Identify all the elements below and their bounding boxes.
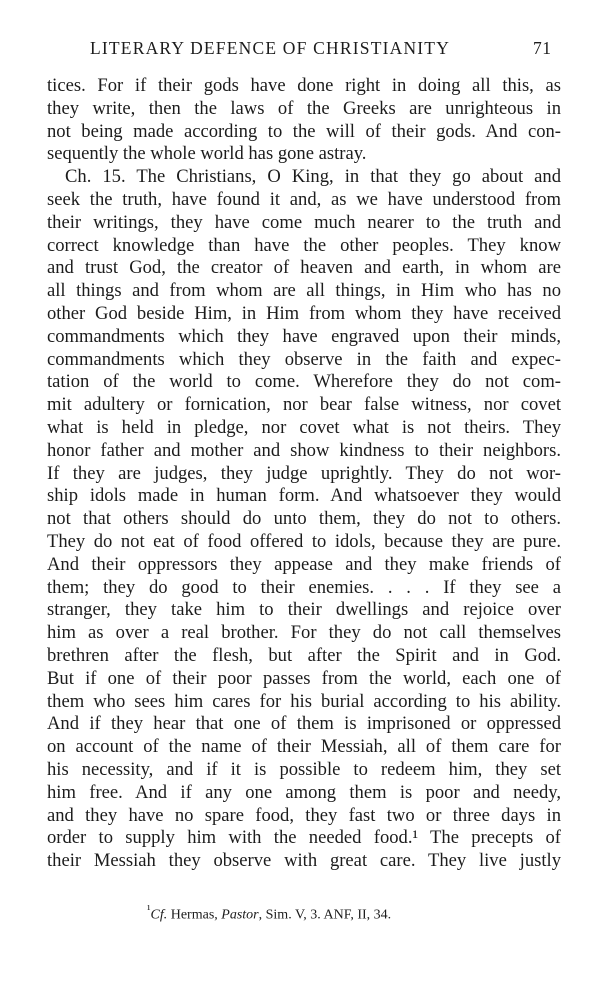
text-line: his necessity, and if it is possible to redeem him, they set [47, 758, 561, 780]
footnote-author: Hermas, [167, 907, 222, 923]
text-line: If they are judges, they judge uprightly. They do not wor- [47, 462, 561, 484]
footnote-marker: ¹ [147, 903, 151, 916]
footnote [147, 903, 391, 924]
chapter-15-start: Ch. 15. The Christians, O King, in that they go about and [65, 166, 561, 188]
body-text [47, 75, 561, 873]
text-line: other God beside Him, in Him from whom they have received [47, 302, 561, 324]
text-line: honor father and mother and show kindness to their neighbors. [47, 439, 561, 461]
text-line: seek the truth, have found it and, as we have understood from [47, 188, 561, 210]
text-line: him free. And if any one among them is poor and needy, [47, 781, 561, 803]
text-line: mit adultery or fornication, nor bear false witness, nor covet [47, 394, 561, 416]
text-line: him as over a real brother. For they do not call themselves [47, 622, 561, 644]
text-line: stranger, they take him to their dwellings and rejoice over [47, 599, 561, 621]
text-line: them who sees him cares for his burial according to his ability. [47, 690, 561, 712]
text-line: But if one of their poor passes from the world, each one of [47, 667, 561, 689]
text-line: order to supply him with the needed food.¹ The precepts of [47, 827, 561, 849]
footnote-work: Pastor [221, 907, 259, 923]
text-line: not being made according to the will of their gods. And con- [47, 120, 561, 142]
text-line: they write, then the laws of the Greeks are unrighteous in [47, 97, 561, 119]
footnote-cf: Cf. [150, 907, 168, 923]
running-head: LITERARY DEFENCE OF CHRISTIANITY [90, 38, 451, 58]
text-line: their writings, they have come much nearer to the truth and [47, 211, 561, 233]
footnote-reference: , Sim. V, 3. ANF, II, 34. [258, 907, 392, 923]
text-line: all things and from whom are all things, in Him who has no [47, 280, 561, 302]
text-line: on account of the name of their Messiah, all of them care for [47, 736, 561, 758]
page-number: 71 [533, 38, 552, 58]
text-line: tices. For if their gods have done right in doing all this, as [47, 75, 561, 96]
text-line: not that others should do unto them, they do not to others. [47, 508, 561, 530]
text-line: They do not eat of food offered to idols, because they are pure. [47, 530, 561, 552]
text-line: And their oppressors they appease and they make friends of [47, 553, 561, 575]
text-line: their Messiah they observe with great care. They live justly [47, 850, 561, 872]
text-line: sequently the whole world has gone astray. [47, 143, 367, 165]
text-line: commandments which they have engraved upon their minds, [47, 325, 561, 347]
text-line: and they have no spare food, they fast two or three days in [47, 804, 561, 826]
text-line: what is held in pledge, nor covet what is not theirs. They [47, 416, 561, 438]
text-line: And if they hear that one of them is imprisoned or oppressed [47, 713, 561, 735]
text-line: them; they do good to their enemies. . . . If they see a [47, 576, 561, 598]
text-line: commandments which they observe in the faith and expec- [47, 348, 561, 370]
text-line: tation of the world to come. Wherefore they do not com- [47, 371, 561, 393]
text-line: correct knowledge than have the other peoples. They know [47, 234, 561, 256]
text-line: ship idols made in human form. And whatsoever they would [47, 485, 561, 507]
text-line: and trust God, the creator of heaven and earth, in whom are [47, 257, 561, 279]
text-line: brethren after the flesh, but after the Spirit and in God. [47, 644, 561, 666]
